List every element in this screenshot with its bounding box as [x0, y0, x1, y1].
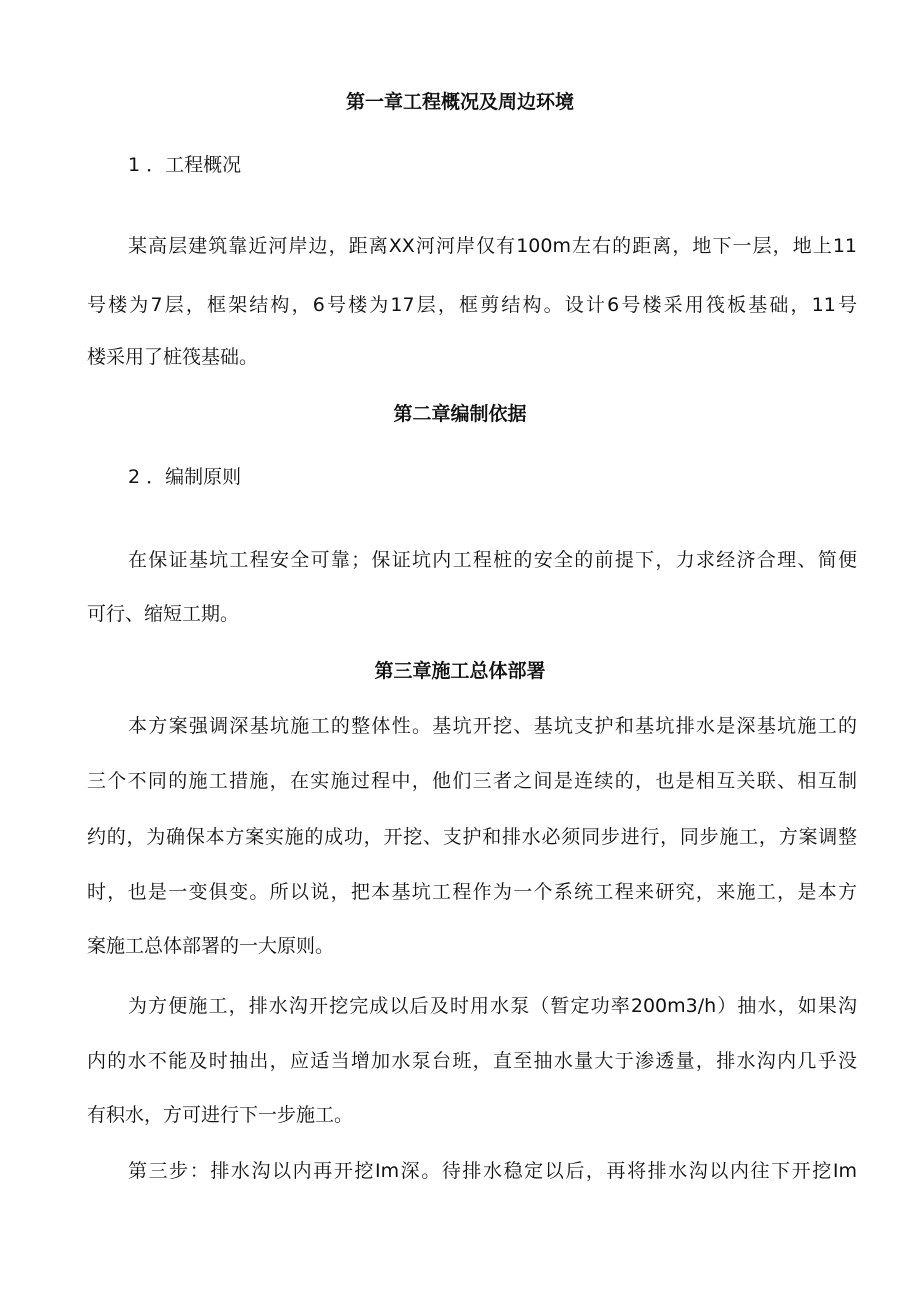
chapter3-paragraph1-line: 约的，为确保本方案实施的成功，开挖、支护和排水必须同步进行，同步施工，方案调整: [87, 826, 857, 848]
chapter1-paragraph-line: 号楼为7层，框架结构，6号楼为17层，框剪结构。设计6号楼采用筏板基础，11号: [87, 294, 857, 316]
chapter1-paragraph-line: 楼采用了桩筏基础。: [87, 346, 259, 368]
chapter2-title: 第二章编制依据: [393, 403, 527, 425]
chapter3-paragraph1-line: 时，也是一变俱变。所以说，把本基坑工程作为一个系统工程来研究，来施工，是本方: [87, 881, 857, 903]
chapter3-paragraph1-line: 三个不同的施工措施，在实施过程中，他们三者之间是连续的，也是相互关联、相互制: [87, 770, 857, 792]
chapter3-paragraph2-line: 内的水不能及时抽出，应适当增加水泵台班，直至抽水量大于渗透量，排水沟内几乎没: [87, 1050, 857, 1072]
chapter3-paragraph1-line: 案施工总体部署的一大原则。: [87, 935, 335, 957]
chapter1-title: 第一章工程概况及周边环境: [345, 91, 574, 113]
chapter2-paragraph-line: 可行、缩短工期。: [87, 603, 240, 625]
chapter3-paragraph3-line: 第三步：排水沟以内再开挖Im深。待排水稳定以后，再将排水沟以内往下开挖Im: [128, 1160, 857, 1182]
chapter3-paragraph2-line: 为方便施工，排水沟开挖完成以后及时用水泵（暂定功率200m3/h）抽水，如果沟: [128, 995, 857, 1017]
chapter2-paragraph-line: 在保证基坑工程安全可靠；保证坑内工程桩的安全的前提下，力求经济合理、简便: [128, 549, 857, 571]
chapter3-title: 第三章施工总体部署: [374, 660, 546, 682]
chapter1-paragraph-line: 某高层建筑靠近河岸边，距离XX河河岸仅有100m左右的距离，地下一层，地上11: [128, 235, 857, 257]
chapter2-section-heading: 2 ．编制原则: [128, 466, 242, 488]
chapter3-paragraph2-line: 有积水，方可进行下一步施工。: [87, 1104, 354, 1126]
chapter1-section-heading: 1 ．工程概况: [128, 154, 242, 176]
chapter3-paragraph1-line: 本方案强调深基坑施工的整体性。基坑开挖、基坑支护和基坑排水是深基坑施工的: [128, 715, 857, 737]
